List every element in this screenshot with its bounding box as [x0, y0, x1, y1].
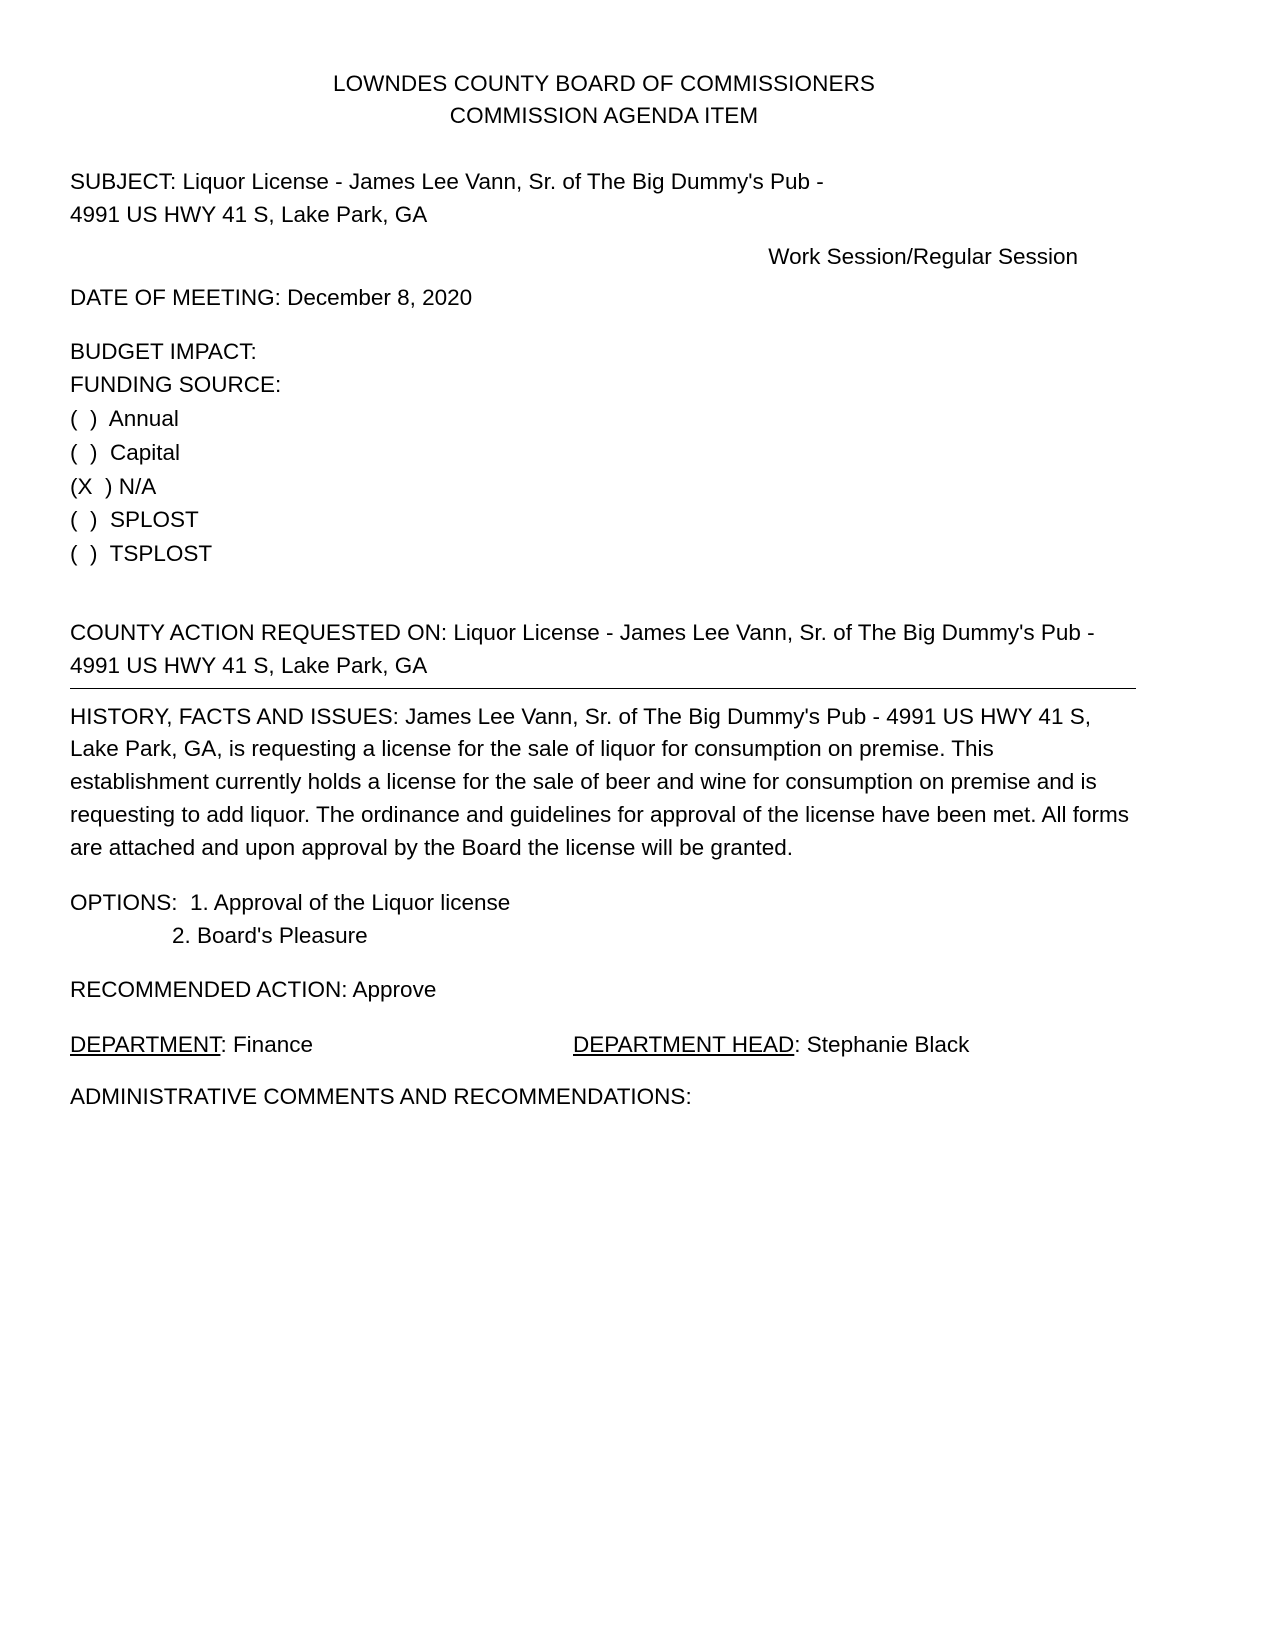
subject-line-1: SUBJECT: Liquor License - James Lee Vann, Sr. of The Big Dummy's Pub - — [70, 168, 824, 194]
spacer — [70, 132, 1138, 166]
page-subtitle: COMMISSION AGENDA ITEM — [449, 102, 759, 128]
options-item-1: 1. Approval of the Liquor license — [190, 889, 511, 915]
checkbox-mark[interactable]: ( ) — [70, 406, 98, 432]
spacer — [70, 605, 1138, 617]
document-header — [70, 0, 1138, 132]
date-of-meeting: DATE OF MEETING: December 8, 2020 — [70, 284, 473, 310]
department-head-field — [573, 1029, 969, 1062]
funding-option-label: TSPLOST — [109, 541, 213, 567]
options-label: OPTIONS: — [70, 889, 178, 915]
checkbox-mark-checked[interactable]: (X ) — [70, 473, 113, 499]
checkbox-mark[interactable]: ( ) — [70, 507, 98, 533]
spacer — [70, 270, 1138, 282]
spacer — [70, 1007, 1138, 1029]
session-type: Work Session/Regular Session — [768, 243, 1078, 269]
funding-option-tsplost[interactable] — [70, 537, 1138, 571]
spacer — [70, 232, 1138, 244]
spacer — [70, 689, 1138, 701]
spacer — [70, 1059, 1138, 1081]
county-action-requested: COUNTY ACTION REQUESTED ON: Liquor License - James Lee Vann, Sr. of The Big Dummy's Pub - 4991 US HWY 41 S, Lake Park, GA — [70, 619, 1095, 678]
administrative-comments-label: ADMINISTRATIVE COMMENTS AND RECOMMENDATIONS: — [70, 1084, 692, 1110]
funding-option-label: Capital — [110, 439, 181, 465]
page-title: LOWNDES COUNTY BOARD OF COMMISSIONERS — [332, 71, 876, 96]
options-row-2 — [70, 920, 1138, 953]
funding-option-splost[interactable] — [70, 503, 1138, 537]
funding-option-label: N/A — [118, 473, 157, 499]
department-head-label: DEPARTMENT HEAD — [573, 1032, 795, 1058]
spacer — [70, 571, 1138, 605]
options-item-2: 2. Board's Pleasure — [172, 922, 368, 948]
spacer — [70, 865, 1138, 887]
spacer — [70, 314, 1138, 336]
history-facts-and-issues: HISTORY, FACTS AND ISSUES: James Lee Vann, Sr. of The Big Dummy's Pub - 4991 US HWY 41 S, Lake Park, GA, is requesting a license for the sale of liquor for consumption on premise. This establishment currently holds a license for the sale of beer and wine for consumption on premise and is requesting to add liquor. The ordinance and guidelines for approval of the license have been met. All forms are attached and upon approval by the Board the license will be granted. — [70, 703, 1130, 860]
funding-option-na[interactable] — [70, 470, 1138, 504]
department-label: DEPARTMENT — [70, 1032, 221, 1058]
funding-source-label: FUNDING SOURCE: — [70, 372, 282, 398]
recommended-action: RECOMMENDED ACTION: Approve — [70, 977, 437, 1003]
funding-option-annual[interactable] — [70, 402, 1138, 436]
department-field — [70, 1029, 313, 1062]
document-content — [70, 0, 1138, 1114]
funding-option-capital[interactable] — [70, 436, 1138, 470]
department-value: : Finance — [220, 1032, 313, 1058]
checkbox-mark[interactable]: ( ) — [70, 439, 98, 465]
funding-source-list — [70, 402, 1138, 571]
department-row — [70, 1029, 1138, 1059]
department-head-value: : Stephanie Black — [794, 1032, 970, 1058]
subject-line-2: 4991 US HWY 41 S, Lake Park, GA — [70, 201, 428, 227]
funding-option-label: SPLOST — [110, 507, 199, 533]
options-row-1 — [70, 887, 1138, 920]
budget-impact-label: BUDGET IMPACT: — [70, 339, 257, 365]
checkbox-mark[interactable]: ( ) — [70, 541, 98, 567]
funding-option-label: Annual — [108, 406, 179, 432]
spacer — [70, 952, 1138, 974]
